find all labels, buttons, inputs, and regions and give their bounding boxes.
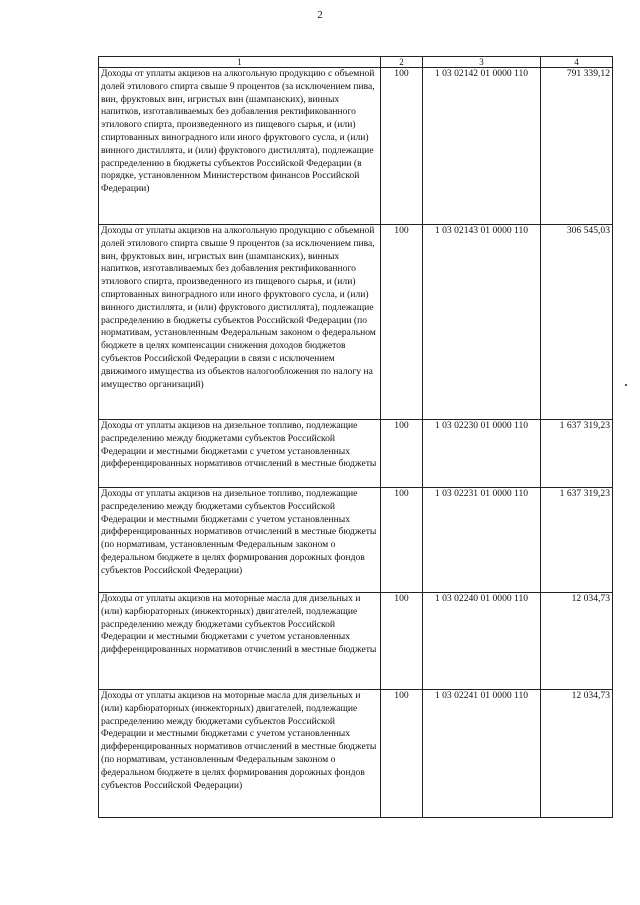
row-admin-code: 100 [381,68,423,225]
revenue-table [98,56,613,818]
row-description: Доходы от уплаты акцизов на моторные масла для дизельных и (или) карбюраторных (инжекторных) двигателей, подлежащие распределению между бюджетами субъектов Российской Федерации и местными бюджетами с учетом установленных дифференцированных нормативов отчислений в местные бюджеты [99,593,381,690]
row-description: Доходы от уплаты акцизов на алкогольную продукцию с объемной долей этилового спирта свыше 9 процентов (за исключением пива, вин, фруктовых вин, игристых вин (шампанских), винных напитков, изготавливаемых без добавления ректификованного этилового спирта, произведенного из пищевого сырья, и (или) спиртованных виноградного или иного фруктового сусла, и (или) винного дистиллята, и (или) фруктового дистиллята), подлежащие распределению в бюджеты субъектов Российской Федерации (по нормативам, установленным Федеральным законом о федеральном бюджете в целях компенсации снижения доходов бюджетов субъектов Российской Федерации в связи с исключением движимого имущества из объектов налогообложения по налогу на имущество организаций) [99,225,381,420]
row-amount: 791 339,12 [541,68,613,225]
row-admin-code: 100 [381,225,423,420]
row-description: Доходы от уплаты акцизов на алкогольную продукцию с объемной долей этилового спирта свыше 9 процентов (за исключением пива, вин, фруктовых вин, игристых вин (шампанских), винных напитков, изготавливаемых без добавления ректификованного этилового спирта, произведенного из пищевого сырья, и (или) спиртованных виноградного или иного фруктового сусла, и (или) винного дистиллята, и (или) фруктового дистиллята), подлежащие распределению в бюджеты субъектов Российской Федерации (в порядке, установленном Министерством финансов Российской Федерации) [99,68,381,225]
row-amount: 12 034,73 [541,593,613,690]
table-row [99,68,613,225]
column-header-2: 2 [381,57,423,68]
row-admin-code: 100 [381,488,423,593]
row-budget-code: 1 03 02142 01 0000 110 [423,68,541,225]
row-admin-code: 100 [381,690,423,818]
row-amount: 1 637 319,23 [541,488,613,593]
row-amount: 1 637 319,23 [541,420,613,488]
table-row [99,488,613,593]
table-header-row [99,57,613,68]
row-amount: 306 545,03 [541,225,613,420]
row-amount: 12 034,73 [541,690,613,818]
row-budget-code: 1 03 02230 01 0000 110 [423,420,541,488]
table-row [99,420,613,488]
row-description: Доходы от уплаты акцизов на моторные масла для дизельных и (или) карбюраторных (инжекторных) двигателей, подлежащие распределению между бюджетами субъектов Российской Федерации и местными бюджетами с учетом установленных дифференцированных нормативов отчислений в местные бюджеты (по нормативам, установленным Федеральным законом о федеральном бюджете в целях формирования дорожных фондов субъектов Российской Федерации) [99,690,381,818]
column-header-3: 3 [423,57,541,68]
column-header-1: 1 [99,57,381,68]
row-description: Доходы от уплаты акцизов на дизельное топливо, подлежащие распределению между бюджетами субъектов Российской Федерации и местными бюджетами с учетом установленных дифференцированных нормативов отчислений в местные бюджеты (по нормативам, установленным Федеральным законом о федеральном бюджете в целях формирования дорожных фондов субъектов Российской Федерации) [99,488,381,593]
row-budget-code: 1 03 02143 01 0000 110 [423,225,541,420]
row-description: Доходы от уплаты акцизов на дизельное топливо, подлежащие распределению между бюджетами субъектов Российской Федерации и местными бюджетами с учетом установленных дифференцированных нормативов отчислений в местные бюджеты [99,420,381,488]
row-admin-code: 100 [381,593,423,690]
row-admin-code: 100 [381,420,423,488]
table-row [99,690,613,818]
row-budget-code: 1 03 02241 01 0000 110 [423,690,541,818]
row-budget-code: 1 03 02231 01 0000 110 [423,488,541,593]
table-row [99,225,613,420]
table-row [99,593,613,690]
page-number: 2 [317,9,323,21]
scan-speck [625,384,627,386]
column-header-4: 4 [541,57,613,68]
row-budget-code: 1 03 02240 01 0000 110 [423,593,541,690]
